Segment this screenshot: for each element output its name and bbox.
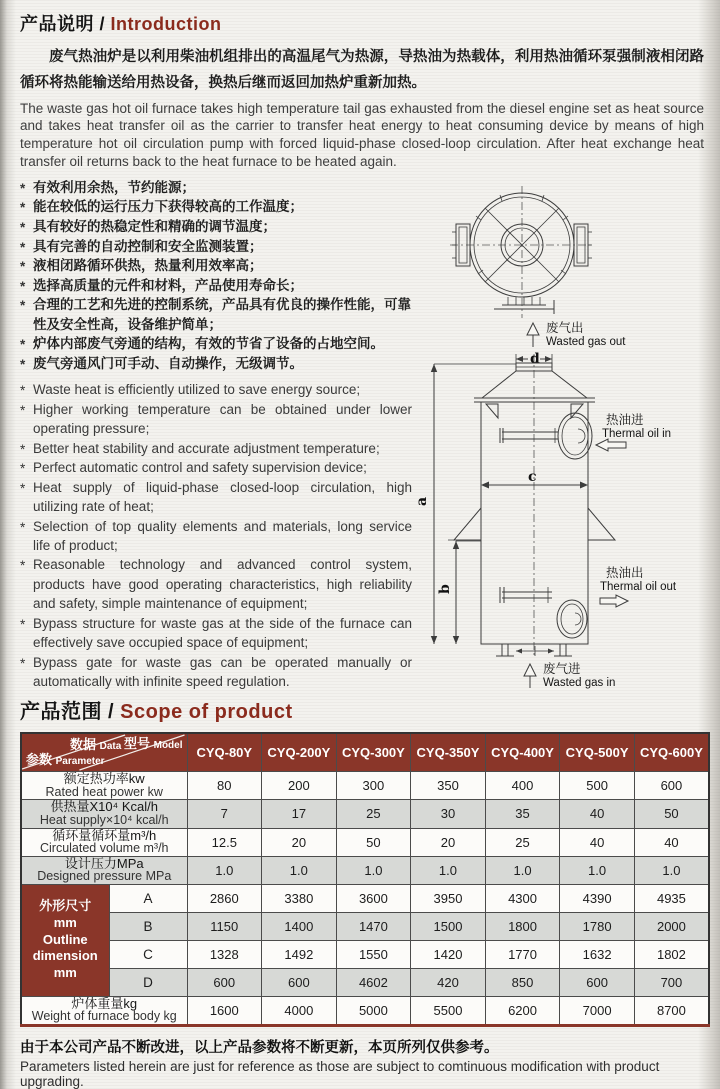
spec-value-cell: 1400 [262,912,337,940]
spec-value-cell: 3950 [411,884,486,912]
feature-item-zh: * 废气旁通风门可手动、自动操作，无级调节。 [20,354,412,374]
feature-item-en: * Heat supply of liquid-phase closed-loop circulation, high utilizing rate of heat; [20,478,412,517]
spec-value-cell: 7000 [560,996,635,1025]
spec-value-cell: 4300 [485,884,560,912]
corner-model-label: 型号 Model [123,736,183,752]
spec-value-cell: 600 [560,968,635,996]
features-and-diagram [20,178,704,692]
svg-text:Wasted gas in: Wasted gas in [543,676,616,689]
spec-value-cell: 1500 [411,912,486,940]
row-label-cell: 额定热功率kw Rated heat power kw [21,772,187,800]
spec-value-cell: 420 [411,968,486,996]
spec-value-cell: 1600 [187,996,262,1025]
intro-paragraph-zh: 废气热油炉是以利用柴油机组排出的高温尾气为热源，导热油为热载体，利用热油循环泵强制液相闭路循环将热能输送给用热设备，换热后继而返回加热炉重新加热。 [20,49,704,91]
table-row [21,996,709,1025]
corner-parameter-label: 参数 Parameter [26,752,105,768]
feature-item-en: * Selection of top quality elements and materials, long service life of product; [20,517,412,556]
spec-value-cell: 1470 [336,912,411,940]
spec-value-cell: 4935 [634,884,709,912]
spec-value-cell: 50 [336,828,411,856]
model-column-header: CYQ-300Y [336,733,411,772]
svg-text:c: c [528,468,537,485]
spec-value-cell: 600 [262,968,337,996]
spec-value-cell: 1.0 [560,856,635,884]
svg-text:Thermal oil out: Thermal oil out [600,580,677,593]
furnace-top-view [450,186,594,318]
wasted-gas-in-label [524,661,615,689]
diagram-column [412,178,704,690]
svg-text:d: d [530,350,540,367]
svg-text:a: a [414,496,430,506]
feature-item-en: * Higher working temperature can be obtained under lower operating pressure; [20,400,412,439]
spec-value-cell: 5500 [411,996,486,1025]
outline-dimension-header-cell: 外形尺寸 mm Outline dimension mm [21,884,109,996]
spec-value-cell: 1.0 [336,856,411,884]
spec-value-cell: 1.0 [187,856,262,884]
spec-value-cell: 1770 [485,940,560,968]
features-column [20,178,412,692]
feature-item-zh: * 具有较好的热稳定性和精确的调节温度； [20,217,412,237]
row-label-cell: 设计压力MPa Designed pressure MPa [21,856,187,884]
svg-text:热油进: 热油进 [606,412,644,427]
dimension-letter-cell: B [109,912,187,940]
svg-text:b: b [437,584,453,594]
spec-value-cell: 5000 [336,996,411,1025]
table-header-row [21,733,709,772]
furnace-side-view [414,351,615,658]
spec-value-cell: 12.5 [187,828,262,856]
corner-data-label: 数据 Data [70,737,122,753]
scope-heading-zh: 产品范围 [20,701,102,724]
intro-heading-sep: / [94,14,111,34]
model-column-header: CYQ-600Y [634,733,709,772]
product-spec-table [20,732,710,1026]
table-row [21,828,709,856]
wasted-gas-out-label [527,320,626,348]
feature-item-zh: * 能在较低的运行压力下获得较高的工作温度； [20,197,412,217]
feature-item-zh: * 选择高质量的元件和材料，产品使用寿命长； [20,276,412,296]
scope-heading-en: Scope of product [120,701,293,724]
feature-item-zh: * 炉体内部废气旁通的结构，有效的节省了设备的占地空间。 [20,334,412,354]
spec-value-cell: 700 [634,968,709,996]
spec-value-cell: 2860 [187,884,262,912]
thermal-oil-in-label [596,412,671,451]
model-column-header: CYQ-400Y [485,733,560,772]
spec-value-cell: 1802 [634,940,709,968]
feature-item-en: * Waste heat is efficiently utilized to save energy source; [20,380,412,399]
spec-value-cell: 1800 [485,912,560,940]
svg-text:废气进: 废气进 [543,661,581,676]
model-column-header: CYQ-80Y [187,733,262,772]
spec-value-cell: 1.0 [411,856,486,884]
spec-value-cell: 35 [485,800,560,828]
spec-value-cell: 17 [262,800,337,828]
spec-value-cell: 25 [336,800,411,828]
disclaimer-en: Parameters listed herein are just for reference as those are subject to comtinuous modification with product upgrading. [20,1058,660,1089]
spec-value-cell: 80 [187,772,262,800]
feature-item-en: * Better heat stability and accurate adjustment temperature; [20,439,412,458]
spec-value-cell: 6200 [485,996,560,1025]
table-row [21,912,709,940]
svg-text:Wasted gas out: Wasted gas out [546,335,626,348]
right-arrow-icon [600,595,628,607]
spec-value-cell: 400 [485,772,560,800]
spec-value-cell: 8700 [634,996,709,1025]
table-row [21,884,709,912]
left-arrow-icon [596,439,626,451]
table-row [21,800,709,828]
spec-value-cell: 3600 [336,884,411,912]
spec-value-cell: 25 [485,828,560,856]
svg-text:热油出: 热油出 [606,565,644,580]
spec-value-cell: 200 [262,772,337,800]
row-label-cell: 循环量循环量m³/h Circulated volume m³/h [21,828,187,856]
spec-value-cell: 20 [411,828,486,856]
row-label-cell: 炉体重量kg Weight of furnace body kg [21,996,187,1025]
feature-item-en: * Perfect automatic control and safety supervision device; [20,458,412,477]
spec-value-cell: 500 [560,772,635,800]
spec-value-cell: 20 [262,828,337,856]
feature-list-zh [20,178,412,374]
spec-value-cell: 1.0 [262,856,337,884]
spec-value-cell: 30 [411,800,486,828]
spec-value-cell: 4602 [336,968,411,996]
spec-value-cell: 40 [560,800,635,828]
feature-item-en: * Bypass structure for waste gas at the side of the furnace can effectively save occupied space of equipment; [20,614,412,653]
svg-text:Thermal oil in: Thermal oil in [602,427,672,440]
spec-value-cell: 7 [187,800,262,828]
spec-value-cell: 850 [485,968,560,996]
spec-value-cell: 600 [187,968,262,996]
spec-value-cell: 600 [634,772,709,800]
spec-value-cell: 40 [560,828,635,856]
spec-value-cell: 350 [411,772,486,800]
spec-value-cell: 4390 [560,884,635,912]
spec-value-cell: 50 [634,800,709,828]
feature-list-en [20,380,412,691]
spec-value-cell: 4000 [262,996,337,1025]
model-column-header: CYQ-200Y [262,733,337,772]
table-row [21,772,709,800]
scope-heading [20,695,704,724]
feature-item-zh: * 液相闭路循环供热，热量利用效率高； [20,256,412,276]
spec-value-cell: 1.0 [485,856,560,884]
dimension-letter-cell: A [109,884,187,912]
spec-value-cell: 1550 [336,940,411,968]
intro-heading-zh: 产品说明 [20,14,94,34]
model-column-header: CYQ-500Y [560,733,635,772]
table-row [21,940,709,968]
svg-text:废气出: 废气出 [546,320,584,335]
spec-value-cell: 1420 [411,940,486,968]
dimension-letter-cell: D [109,968,187,996]
feature-item-zh: * 合理的工艺和先进的控制系统，产品具有优良的操作性能，可靠性及安全性高，设备维护简单； [20,295,412,334]
spec-value-cell: 1.0 [634,856,709,884]
spec-value-cell: 40 [634,828,709,856]
table-row [21,968,709,996]
up-arrow-icon [527,323,539,335]
intro-paragraph-en: The waste gas hot oil furnace takes high temperature tail gas exhausted from the diesel engine set as heat source and takes heat transfer oil as the carrier to transfer heat energy to heat consuming device by means of high temperature hot oil circulation pump with forced liquid-phase closed-loop circulation. After heat exchange heat transfer oil returns back to the heat furnace to be heated again. [20,100,704,170]
scope-heading-sep: / [102,701,121,724]
spec-value-cell: 1492 [262,940,337,968]
spec-value-cell: 300 [336,772,411,800]
table-corner-cell [21,733,187,772]
model-column-header: CYQ-350Y [411,733,486,772]
feature-item-zh: * 有效利用余热，节约能源； [20,178,412,198]
spec-value-cell: 1780 [560,912,635,940]
spec-value-cell: 1150 [187,912,262,940]
spec-value-cell: 1632 [560,940,635,968]
disclaimer-zh: 由于本公司产品不断改进，以上产品参数将不断更新，本页所列仅供参考。 [20,1039,499,1056]
spec-value-cell: 1328 [187,940,262,968]
row-label-cell: 供热量X10⁴ Kcal/h Heat supply×10⁴ kcal/h [21,800,187,828]
table-row [21,856,709,884]
up-arrow-icon [524,664,536,676]
furnace-technical-drawing [412,178,704,690]
spec-value-cell: 3380 [262,884,337,912]
feature-item-zh: * 具有完善的自动控制和安全监测装置； [20,237,412,257]
intro-heading-en: Introduction [110,14,222,34]
feature-item-en: * Bypass gate for waste gas can be operated manually or automatically with infinite speed regulation. [20,653,412,692]
dimension-letter-cell: C [109,940,187,968]
intro-heading [20,10,704,36]
thermal-oil-out-label [600,565,677,607]
feature-item-en: * Reasonable technology and advanced control system, products have good operating characteristics, high reliability and safety, simple maintenance of equipment; [20,555,412,613]
spec-value-cell: 2000 [634,912,709,940]
